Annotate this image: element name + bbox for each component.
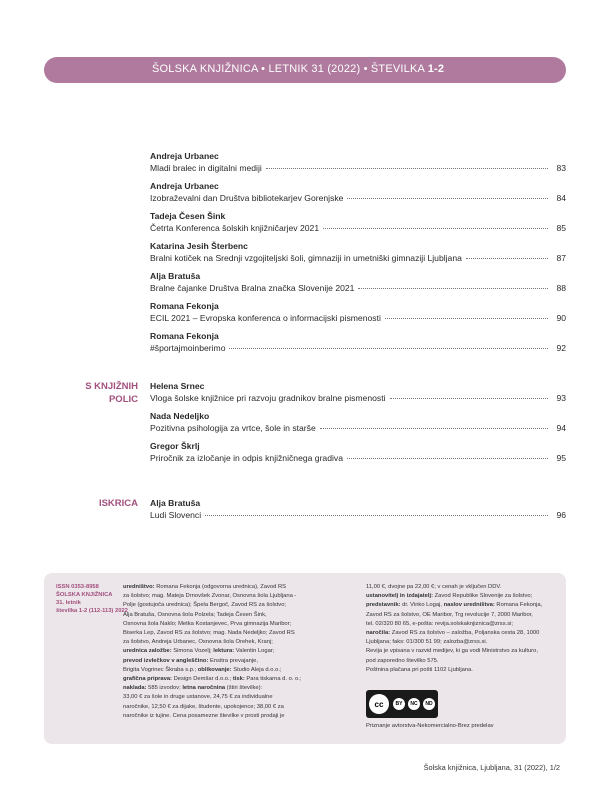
issue: številka 1-2 (112-113) 2022 [56,608,128,614]
toc-author: Andreja Urbanec [150,151,219,161]
cc-license-badge [366,690,438,718]
toc-author: Alja Bratuša [150,498,201,508]
toc-entry [150,497,566,521]
toc-title: Četrta Konferenca šolskih knjižničarjev 2021 [150,223,320,233]
nd-icon: ND [423,698,435,710]
toc-leader [266,168,548,169]
toc-author: Nada Nedeljko [150,411,210,421]
toc-author: Tadeja Česen Šink [150,211,226,221]
toc-entry [150,300,566,324]
cc-icon: cc [369,694,389,714]
imprint-box [44,573,566,744]
toc-entry [150,240,566,264]
toc-entry [150,180,566,204]
volume: 31. letnik [56,600,81,606]
toc-entry [150,380,566,404]
toc-title: ECIL 2021 – Evropska konferenca o informacijski pismenosti [150,313,381,323]
toc-leader [205,515,548,516]
toc-leader [323,228,548,229]
toc-entry [150,330,566,354]
toc-page-number: 96 [556,510,566,520]
toc-title: Mladi bralec in digitalni mediji [150,163,262,173]
toc-title: Ludi Slovenci [150,510,202,520]
toc-page-number: 84 [556,193,566,203]
issue-number: 1-2 [427,63,445,75]
toc-entry [150,270,566,294]
toc-iskrica [150,497,566,527]
by-icon: BY [393,698,405,710]
toc-page-number: 93 [556,393,566,403]
toc-title: Bralne čajanke Društva Bralna značka Slovenije 2021 [150,283,355,293]
header-band [44,57,566,83]
toc-title: #športajmoinberimo [150,343,226,353]
journal-title: ŠOLSKA KNJIŽNICA • LETNIK 31 (2022) • ŠTEVILKA [152,63,428,75]
toc-author: Gregor Škrlj [150,441,200,451]
toc-page-number: 83 [556,163,566,173]
toc-author: Romana Fekonja [150,301,219,311]
page-footer: Šolska knjižnica, Ljubljana, 31 (2022), 1/2 [423,763,560,772]
toc-author: Alja Bratuša [150,271,201,281]
license-text: Priznanje avtorstva-Nekomercialno-Brez predelav [366,723,494,729]
toc-leader [390,398,549,399]
toc-page-number: 88 [556,283,566,293]
journal-header [152,63,444,75]
toc-author: Romana Fekonja [150,331,219,341]
imprint-column-left: uredništvo: Romana Fekonja (odgovorna urednica), Zavod RS za šolstvo; mag. Mateja Drnovšek Zvonar, Osnovna šola Ljubljana - Polje (gostujoča urednica); Špela Bergoč, Zavod RS za šolstvo; Alja Bratuša, Osnovna šola Polzela; Tadeja Česen Šink, Osnovna šola Naklo; Metka Kostanjevec, Prva gimnazija Maribor; Biserka Lep, Zavod RS za šolstvo; mag. Nada Nedeljko; Zavod RS za šolstvo, Andreja Urbanec, Osnovna šola Orehek, Kranj; urednica založbe: Simona Vozelj; lektura: Valentin Logar; prevod izvlečkov v angleščino: Ensitra prevajanje, Brigita Vogrinec Škraba s.p.; oblikovanje: Studio Aleja d.o.o.; grafična priprava: Design Demšar d.o.o.; tisk: Para tiskarna d. o. o.; naklada: 585 izvodov; letna naročnina (štiri številke): 33,00 € za šole in druge ustanove, 24,75 € za individualne naročnike, 12,50 € za dijake, študente, upokojence; 38,00 € za naročnike iz tujine. Cena posamezne številke v prosti prodaji je [123,584,302,719]
section-s-knjiznih-polic: S KNJIŽNIH POLIC [85,381,138,405]
toc-title: Vloga šolske knjižnice pri razvoju gradnikov bralne pismenosti [150,393,386,403]
toc-author: Andreja Urbanec [150,181,219,191]
toc-leader [347,458,548,459]
toc-page-number: 85 [556,223,566,233]
toc-entry [150,410,566,434]
toc-entry [150,210,566,234]
toc-leader [320,428,548,429]
toc-title: Izobraževalni dan Društva bibliotekarjev Gorenjske [150,193,344,203]
nc-icon: NC [408,698,420,710]
toc-leader [358,288,548,289]
toc-entry [150,150,566,174]
section-iskrica: ISKRICA [98,498,138,509]
toc-author: Helena Srnec [150,381,205,391]
toc-page-number: 90 [556,313,566,323]
issn: ISSN 0353-8958 [56,584,99,590]
toc-title: Pozitivna psihologija za vrtce, šole in starše [150,423,316,433]
toc-leader [347,198,548,199]
toc-author: Katarina Jesih Šterbenc [150,241,248,251]
toc-main [150,150,566,360]
toc-title: Priročnik za izločanje in odpis knjižničnega gradiva [150,453,343,463]
toc-page-number: 87 [556,253,566,263]
toc-leader [229,348,548,349]
toc-leader [385,318,548,319]
toc-leader [466,258,548,259]
toc-polic [150,380,566,470]
journal-name: ŠOLSKA KNJIŽNICA [56,592,113,598]
toc-title: Bralni kotiček na Srednji vzgojiteljski šoli, gimnaziji in umetniški gimnaziji Ljubljana [150,253,462,263]
toc-entry [150,440,566,464]
imprint-column-right: 11,00 €, dvojne pa 22,00 €; v cenah je vključen DDV. ustanovitelj in izdajatelj: Zavod Republike Slovenije za šolstvo; predstavnik: dr. Vinko Logaj, naslov uredništva: Romana Fekonja, Zavod RS za šolstvo, OE Maribor, Trg revolucije 7, 2000 Maribor, tel. 02/320 80 65, e-pošta: revija.solskaknjiznica@zrss.si; naročila: Zavod RS za šolstvo – založba, Poljanska cesta 28, 1000 Ljubljana; faks: 01/300 51 99; zalozba@zrss.si. Revija je vpisana v razvid medijev, ki ga vodi Ministrstvo za kulturo, pod zaporedno številko 575. Poštnina plačana pri pošti 1102 Ljubljana. [366,584,543,673]
toc-page-number: 95 [556,453,566,463]
toc-page-number: 92 [556,343,566,353]
toc-page-number: 94 [556,423,566,433]
